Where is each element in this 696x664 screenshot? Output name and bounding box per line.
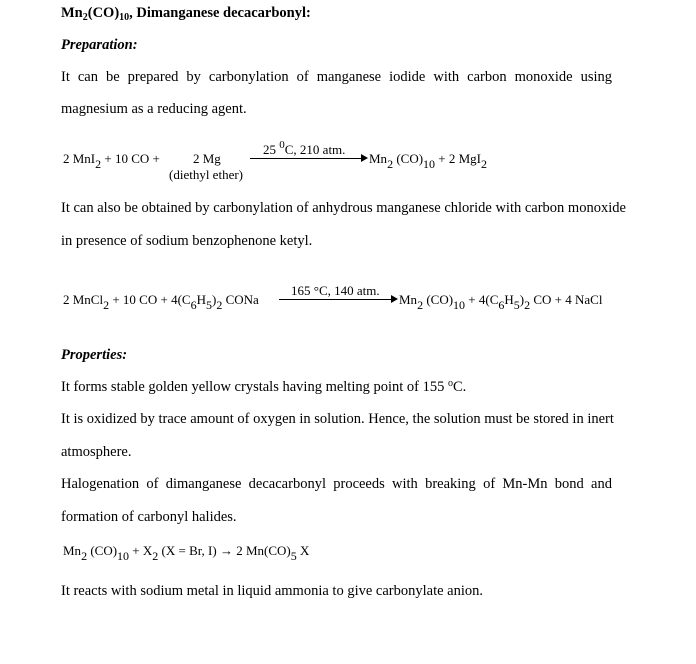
eq2-prod-co: (CO)	[426, 292, 454, 307]
p1-post: C.	[453, 379, 467, 395]
eq3-prod-sub: 5	[290, 549, 297, 563]
eq2-prod-mn: Mn	[399, 292, 418, 307]
eq2-lhs2: + 10 CO + 4(C	[112, 292, 191, 307]
title-sub-2: 2	[82, 12, 88, 23]
eq2-prod-sub6: 6	[498, 298, 505, 312]
p1-sup: o	[448, 378, 454, 389]
eq1-arrow-line	[250, 158, 362, 159]
eq1-arrow-head	[361, 154, 368, 162]
eq2-cona: CONa	[225, 292, 259, 307]
eq3-co: (CO)	[90, 543, 118, 558]
eq2-mncl: 2 MnCl	[63, 292, 104, 307]
title-co: (CO)	[87, 5, 120, 21]
eq1-mg-note: (diethyl ether)	[169, 167, 243, 182]
eq3-mn: Mn	[63, 543, 82, 558]
eq2-condition: 165 °C, 140 atm.	[291, 283, 380, 298]
title-sub-10: 10	[119, 12, 130, 23]
eq2-sub5: 5	[205, 298, 212, 312]
eq3-plus-x: + X	[132, 543, 153, 558]
eq2-mncl-sub: 2	[103, 298, 110, 312]
preparation-para1-line2: magnesium as a reducing agent.	[61, 101, 247, 117]
eq2-prod-sub2b: 2	[524, 298, 531, 312]
eq2-arrow-line	[279, 299, 392, 300]
eq2-lhs	[63, 292, 259, 312]
eq2-sub2b: 2	[216, 298, 223, 312]
properties-p3-line2: formation of carbonyl halides.	[61, 509, 237, 525]
eq1-prod-sub2: 2	[387, 157, 394, 171]
properties-p2-line2: atmosphere.	[61, 444, 132, 460]
eq1-cond-post: C, 210 atm.	[284, 142, 346, 157]
properties-p3-line1: Halogenation of dimanganese decacarbonyl proceeds with breaking of Mn-Mn bond and	[61, 476, 612, 492]
eq1-plus-co: + 10 CO +	[104, 151, 160, 166]
eq3-arrow: →	[219, 543, 233, 558]
eq2-prod-plus: + 4(C	[468, 292, 499, 307]
eq2-arrow-head	[391, 295, 398, 303]
eq1-prod-rest-sub: 2	[481, 157, 488, 171]
eq1-lhs	[63, 151, 160, 171]
eq3-sub2: 2	[81, 549, 88, 563]
eq2-product	[399, 292, 603, 312]
preparation-para1-line1: It can be prepared by carbonylation of manganese iodide with carbon monoxide using	[61, 69, 612, 85]
eq1-prod-sub10: 10	[423, 157, 436, 171]
p1-pre: It forms stable golden yellow crystals having melting point of 155	[61, 379, 445, 395]
eq3-prod-x: X	[299, 543, 310, 558]
eq3-cond: (X = Br, I)	[161, 543, 217, 558]
eq2-h: H	[196, 292, 206, 307]
eq2-prod-tail: CO + 4 NaCl	[533, 292, 603, 307]
properties-p1	[61, 379, 466, 396]
eq2-paren: )	[211, 292, 217, 307]
eq2-prod-h: H	[504, 292, 514, 307]
properties-p2-line1: It is oxidized by trace amount of oxygen in solution. Hence, the solution must be stored in inert	[61, 411, 614, 427]
preparation-heading: Preparation:	[61, 37, 138, 53]
eq2-sub6: 6	[190, 298, 197, 312]
eq1-product	[369, 151, 488, 171]
properties-p4: It reacts with sodium metal in liquid ammonia to give carbonylate anion.	[61, 583, 484, 599]
preparation-para2-line1: It can also be obtained by carbonylation of anhydrous manganese chloride with carbon monoxide	[61, 200, 626, 216]
properties-heading: Properties:	[61, 347, 128, 363]
title-rest: , Dimanganese decacarbonyl:	[129, 5, 311, 21]
eq1-prod-rest: + 2 MgI	[438, 151, 482, 166]
eq1-condition	[263, 139, 346, 158]
eq1-prod-mn: Mn	[369, 151, 388, 166]
eq1-mg: 2 Mg	[193, 151, 221, 166]
eq2-prod-sub5: 5	[513, 298, 520, 312]
eq2-prod-sub10: 10	[453, 298, 466, 312]
preparation-para2-line2: in presence of sodium benzophenone ketyl.	[61, 233, 313, 249]
eq1-mni: 2 MnI	[63, 151, 96, 166]
eq1-cond-pre: 25	[263, 142, 276, 157]
eq2-prod-paren: )	[519, 292, 525, 307]
eq3-x-sub: 2	[152, 549, 159, 563]
equation-3	[63, 543, 310, 563]
eq3-prod: 2 Mn(CO)	[236, 543, 291, 558]
page-title	[61, 5, 311, 22]
eq1-mni-sub: 2	[95, 157, 102, 171]
eq3-sub10: 10	[117, 549, 130, 563]
title-mn: Mn	[61, 5, 83, 21]
eq1-prod-co: (CO)	[396, 151, 424, 166]
eq1-cond-sup: 0	[279, 139, 285, 151]
eq2-prod-sub2: 2	[417, 298, 424, 312]
